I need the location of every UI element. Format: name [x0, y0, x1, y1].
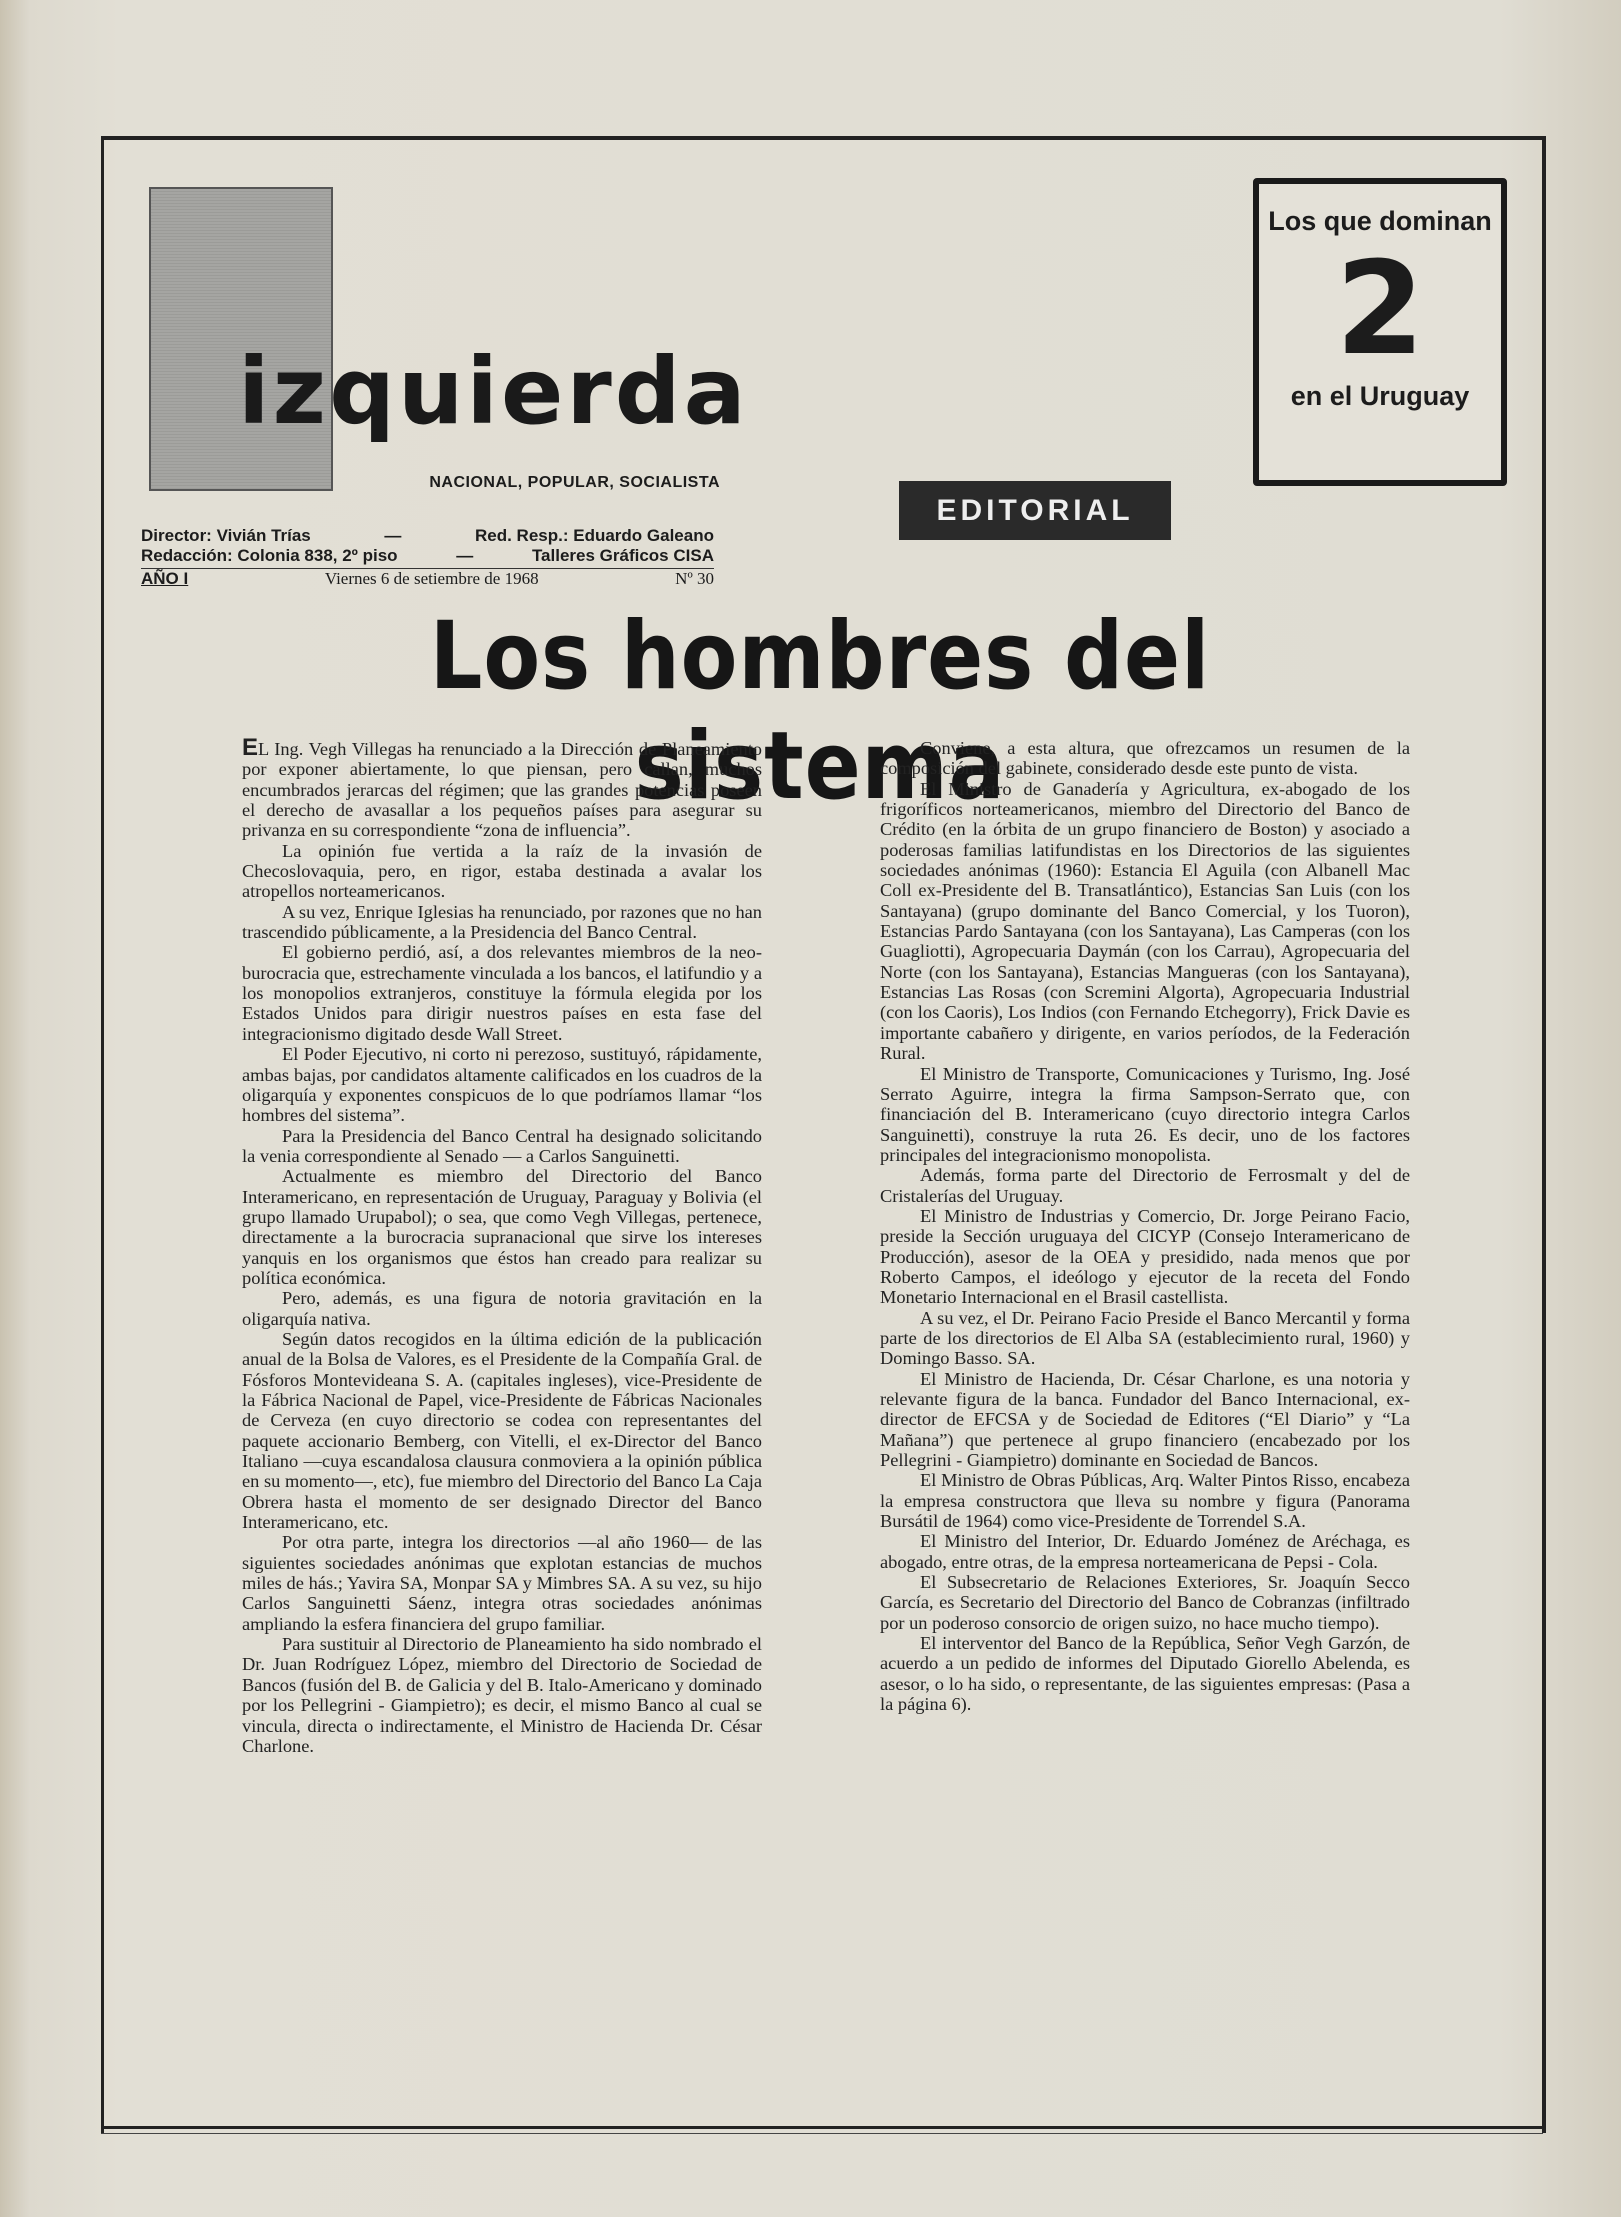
paragraph-text: Para sustituir al Directorio de Planeamiento ha sido nombrado el Dr. Juan Rodríguez López, miembro del Directorio de Sociedad de Bancos (fusión del B. de Galicia y del B. Italo-Americano y dominado por los Pellegrini - Giampietro); es decir, el mismo Banco al cual se vincula, directa o indirectamente, el Ministro de Hacienda Dr. César Charlone. [242, 1634, 762, 1756]
article-paragraph [242, 1634, 762, 1756]
article-paragraph [880, 1369, 1410, 1471]
director-line: Director: Vivián Trías [141, 526, 311, 545]
paragraph-text: El Ministro de Hacienda, Dr. César Charlone, es una notoria y relevante figura de la banca. Fundador del Banco Internacional, ex-director de EFCSA y de Sociedad de Editores (“El Diario” y “La Mañana”) que pertenece al grupo financiero (encabezado por los Pellegrini - Giampietro) dominante en Sociedad de Bancos. [880, 1368, 1410, 1471]
drop-cap: E [242, 734, 259, 761]
paragraph-text: A su vez, Enrique Iglesias ha renunciado, por razones que no han trascendido públicamente, a la Presidencia del Banco Central. [242, 901, 762, 943]
series-box [1253, 178, 1507, 486]
paragraph-text: Conviene, a esta altura, que ofrezcamos un resumen de la composición del gabinete, considerado desde este punto de vista. [880, 738, 1410, 779]
article-paragraph [242, 1044, 762, 1125]
red-resp-line: Red. Resp.: Eduardo Galeano [474, 526, 714, 545]
article-paragraph [880, 1064, 1410, 1166]
paragraph-text: Para la Presidencia del Banco Central ha designado solicitando la venia correspondiente al Senado — a Carlos Sanguinetti. [242, 1125, 762, 1166]
article-paragraph [880, 1572, 1410, 1633]
credits-dash-1: — [384, 526, 402, 545]
talleres-line: Talleres Gráficos CISA [531, 546, 714, 565]
series-box-top: Los que dominan [1268, 206, 1492, 236]
redaccion-line: Redacción: Colonia 838, 2º piso [141, 546, 398, 565]
article-paragraph [242, 942, 762, 1044]
article-right-column [880, 738, 1410, 1715]
paragraph-text: El Ministro de Obras Públicas, Arq. Walter Pintos Risso, encabeza la empresa constructora que lleva su nombre y figura (Panorama Bursátil de 1964) como vice-Presidente de Torrendel S.A. [880, 1470, 1410, 1532]
article-paragraph [880, 1531, 1410, 1572]
paragraph-text: El interventor del Banco de la República, Señor Vegh Garzón, de acuerdo a un pedido de informes del Diputado Giorello Abelenda, es asesor, o lo ha sido, o representante, de las siguientes empresas: (Pasa a la página 6). [880, 1633, 1410, 1715]
article-paragraph [880, 1206, 1410, 1308]
article-headline: Los hombres del sistema [429, 602, 1211, 821]
paragraph-text: El Ministro del Interior, Dr. Eduardo Joménez de Aréchaga, es abogado, entre otras, de la empresa norteamericana de Pepsi - Cola. [880, 1531, 1410, 1572]
masthead-tagline: NACIONAL, POPULAR, SOCIALISTA [429, 474, 720, 491]
article-paragraph [880, 779, 1410, 1064]
article-left-column [242, 734, 762, 1756]
article-paragraph [880, 1165, 1410, 1206]
series-box-number: 2 [1335, 235, 1425, 384]
article-paragraph [242, 1288, 762, 1329]
article-paragraph [242, 734, 762, 841]
paragraph-text: El gobierno perdió, así, a dos relevantes miembros de la neo-burocracia que, estrechamente vinculada a los bancos, el latifundio y a los monopolios extranjeros, constituye la fórmula elegida por los Estados Unidos para dirigir nuestros países en esta fase del integracionismo digitado desde Wall Street. [242, 942, 762, 1044]
article-paragraph [242, 1532, 762, 1634]
paragraph-text: Pero, además, es una figura de notoria gravitación en la oligarquía nativa. [242, 1288, 762, 1329]
masthead-credits [141, 526, 714, 589]
article-paragraph [880, 738, 1410, 779]
issue-number: Nº 30 [675, 569, 714, 588]
article-paragraph [242, 902, 762, 943]
paragraph-text: El Poder Ejecutivo, ni corto ni perezoso, sustituyó, rápidamente, ambas bajas, por candidatos altamente calificados en los cuadros de la oligarquía y exponentes conspicuos de lo que podríamos llamar “los hombres del sistema”. [242, 1044, 762, 1126]
credits-row-1 [141, 526, 714, 546]
issue-date: Viernes 6 de setiembre de 1968 [324, 569, 539, 588]
issue-year: AÑO I [141, 569, 189, 588]
credits-dash-2: — [456, 546, 474, 565]
article-paragraph [242, 1329, 762, 1532]
article-paragraph [242, 1126, 762, 1167]
paragraph-text: El Ministro de Transporte, Comunicaciones y Turismo, Ing. José Serrato Aguirre, integra la firma Sampson-Serrato que, con financiación del B. Interamericano (cuyo directorio integra Carlos Sanguinetti), construye la ruta 26. Es decir, uno de los factores principales del integracionismo monopolista. [880, 1063, 1410, 1165]
paragraph-text: El Ministro de Industrias y Comercio, Dr. Jorge Peirano Facio, preside la Sección uruguaya del CICYP (Consejo Interamericano de Producción), asesor de la OEA y presidido, nada menos que por Roberto Campos, el ideólogo y ejecutor de la receta del Fondo Monetario Internacional en el Brasil castellista. [880, 1205, 1410, 1308]
article-paragraph [242, 1166, 762, 1288]
article-paragraph [242, 841, 762, 902]
paragraph-text: El Subsecretario de Relaciones Exteriores, Sr. Joaquín Secco García, es Secretario del Directorio del Banco de Cobranzas (infiltrado por un poderoso consorcio de origen suizo, no hace mucho tiempo). [880, 1572, 1410, 1633]
masthead-logo: izquierda [238, 338, 749, 445]
paragraph-text: L Ing. Vegh Villegas ha renunciado a la Dirección de Planeamiento por exponer abiertamente, lo que piensan, pero callan, muchos encumbrados jerarcas del régimen; que las grandes potencias poseen el derecho de avasallar a los pequeños países para asegurar su privanza en su correspondiente “zona de influencia”. [242, 739, 762, 841]
paragraph-text: La opinión fue vertida a la raíz de la invasión de Checoslovaquia, pero, en rigor, estaba destinada a avalar los atropellos norteamericanos. [242, 840, 762, 902]
bottom-rule-thin [101, 2133, 1543, 2134]
article-paragraph [880, 1470, 1410, 1531]
credits-row-2 [141, 546, 714, 566]
article-paragraph [880, 1633, 1410, 1714]
paragraph-text: Según datos recogidos en la última edición de la publicación anual de la Bolsa de Valores, es el Presidente de la Compañía Gral. de Fósforos Montevideana S. A. (capitales ingleses), vice-Presidente de la Fábrica Nacional de Papel, vice-Presidente de Fábricas Nacionales de Cerveza (en cuyo directorio se codea con representantes del paquete accionario Bemberg, con Vitelli, el ex-Director del Banco Italiano —cuya escandalosa clausura conmoviera a la opinión pública en su momento—, etc), fue miembro del Directorio del Banco La Caja Obrera hasta el momento de ser designado Director del Banco Interamericano, etc. [242, 1328, 762, 1533]
article-paragraph [880, 1308, 1410, 1369]
series-box-bottom: en el Uruguay [1290, 381, 1470, 411]
issue-row [141, 568, 714, 589]
editorial-section-tag: EDITORIAL [899, 481, 1171, 540]
paragraph-text: El Ministro de Ganadería y Agricultura, ex-abogado de los frigoríficos norteamericanos, miembro del Directorio del Banco de Crédito (en la órbita de un grupo financiero de Boston) y asociado a poderosas familias latifundistas en los Directorios de las siguientes sociedades anónimas (1960): Estancia El Aguila (con Albanell Mac Coll ex-Presidente del B. Transatlántico), Estancias San Luis (con los Santayana) (grupo dominante del Banco Comercial, y los Tuoron), Estancias Pardo Santayana (con los Santayana), Las Camperas (con los Guagliotti), Agropecuaria Daymán (con los Carrau), Agropecuaria del Norte (con los Santayana), Estancias Mangueras (con los Santayana), Estancias Las Rosas (con Scremini Algorta), Agropecuaria Industrial (con los Caoris), Los Indios (con Fernando Etchegorry), Frick Davie es importante cabañero y dirigente, en varios períodos, de la Federación Rural. [880, 778, 1410, 1064]
paragraph-text: Además, forma parte del Directorio de Ferrosmalt y del de Cristalerías del Uruguay. [880, 1165, 1410, 1206]
paragraph-text: Actualmente es miembro del Directorio del Banco Interamericano, en representación de Uruguay, Paraguay y Bolivia (el grupo llamado Urupabol); o sea, que como Vegh Villegas, pertenece, directamente a la burocracia supranacional que sirve los intereses yanquis en los organismos que éstos han creado para realizar su política económica. [242, 1166, 762, 1288]
paragraph-text: A su vez, el Dr. Peirano Facio Preside el Banco Mercantil y forma parte de los directorios de El Alba SA (establecimiento rural, 1960) y Domingo Basso. SA. [880, 1307, 1410, 1369]
paragraph-text: Por otra parte, integra los directorios —al año 1960— de las siguientes sociedades anónimas que explotan estancias de muchos miles de hás.; Yavira SA, Monpar SA y Mimbres SA. A su vez, su hijo Carlos Sanguinetti Sáenz, integra otras sociedades anónimas ampliando la esfera financiera del grupo familiar. [242, 1532, 762, 1634]
bottom-rule [101, 2126, 1543, 2129]
